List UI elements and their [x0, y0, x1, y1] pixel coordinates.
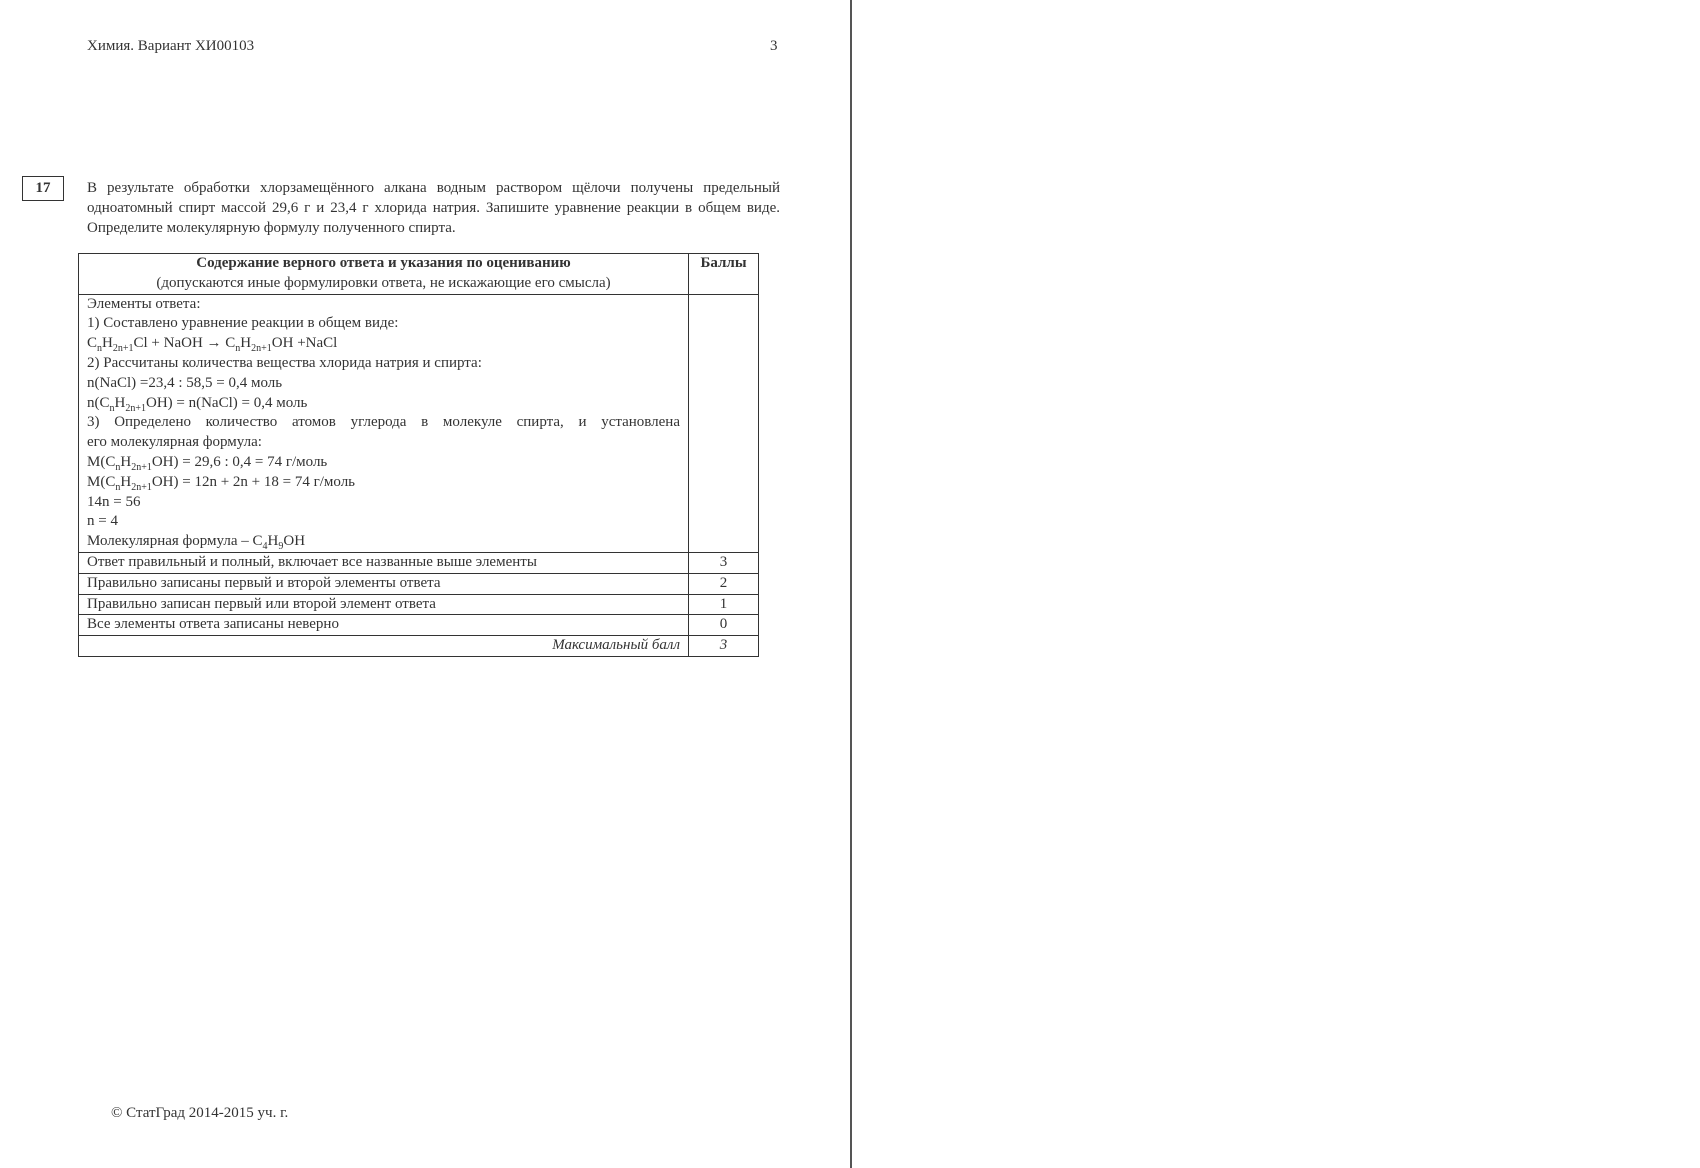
- footer-copyright: © СтатГрад 2014-2015 уч. г.: [111, 1105, 289, 1121]
- header-sub: (допускаются иные формулировки ответа, не искажающие его смысла): [156, 274, 611, 291]
- max-score-value: 3: [689, 636, 759, 657]
- criterion-score: 1: [689, 594, 759, 615]
- equation-6: 14n = 56: [87, 493, 141, 510]
- page-header-title: Химия. Вариант ХИ00103: [87, 38, 255, 54]
- table-header-row: [79, 254, 759, 295]
- criterion-score: 3: [689, 552, 759, 573]
- criteria-row: [79, 615, 759, 636]
- criterion-score: 0: [689, 615, 759, 636]
- scoring-table: [78, 253, 759, 657]
- criteria-row: [79, 552, 759, 573]
- answer-step-3-cont: его молекулярная формула:: [87, 434, 262, 451]
- question-text: В результате обработки хлорзамещённого алкана водным раствором щёлочи получены предельный одноатомный спирт массой 29,6 г и 23,4 г хлорида натрия. Запишите уравнение реакции в общем виде. Определите молекулярную формулу полученного спирта.: [87, 180, 780, 236]
- max-score-row: [79, 636, 759, 657]
- criteria-row: [79, 573, 759, 594]
- equation-1: $C_nH_{2n+1}Cl$ + NaOH → $C_nH_{2n+1}OH$ +NaCl: [87, 335, 338, 355]
- molecular-formula: Молекулярная формула – $C_4H_9OH$: [87, 533, 306, 553]
- answer-step-3: 3) Определено количество атомов углерода в молекуле спирта, и установлена: [87, 414, 680, 431]
- criteria-row: [79, 594, 759, 615]
- answer-elements: [79, 294, 689, 552]
- header-score: Баллы: [689, 254, 759, 295]
- equation-7: n = 4: [87, 513, 118, 530]
- equation-2: n(NaCl) =23,4 : 58,5 = 0,4 моль: [87, 374, 283, 391]
- equation-4: $M(C_nH_{2n+1}OH) = 29,6$ : 0,4 = 74 г/моль: [87, 453, 328, 473]
- page-number: 3: [770, 38, 778, 54]
- question-number: 17: [22, 176, 64, 201]
- answer-intro: Элементы ответа:: [87, 295, 201, 312]
- criterion-text: Все элементы ответа записаны неверно: [79, 615, 689, 636]
- max-score-label: Максимальный балл: [79, 636, 689, 657]
- criterion-text: Правильно записан первый или второй элемент ответа: [79, 594, 689, 615]
- header-content-cell: [79, 254, 689, 295]
- header-main: Содержание верного ответа и указания по оцениванию: [196, 255, 571, 271]
- answer-row: [79, 294, 759, 552]
- equation-3: $n(C_nH_{2n+1}OH)$ = n(NaCl) = 0,4 моль: [87, 394, 308, 414]
- criterion-text: Ответ правильный и полный, включает все названные выше элементы: [79, 552, 689, 573]
- criterion-score: 2: [689, 573, 759, 594]
- answer-step-2: 2) Рассчитаны количества вещества хлорида натрия и спирта:: [87, 354, 482, 371]
- answer-step-1: 1) Составлено уравнение реакции в общем виде:: [87, 315, 399, 332]
- answer-score-cell: [689, 294, 759, 552]
- equation-5: $M(C_nH_{2n+1}OH) = 12n + 2n + 18 = 74$ г/моль: [87, 473, 356, 493]
- page-divider: [850, 0, 852, 1168]
- criterion-text: Правильно записаны первый и второй элементы ответа: [79, 573, 689, 594]
